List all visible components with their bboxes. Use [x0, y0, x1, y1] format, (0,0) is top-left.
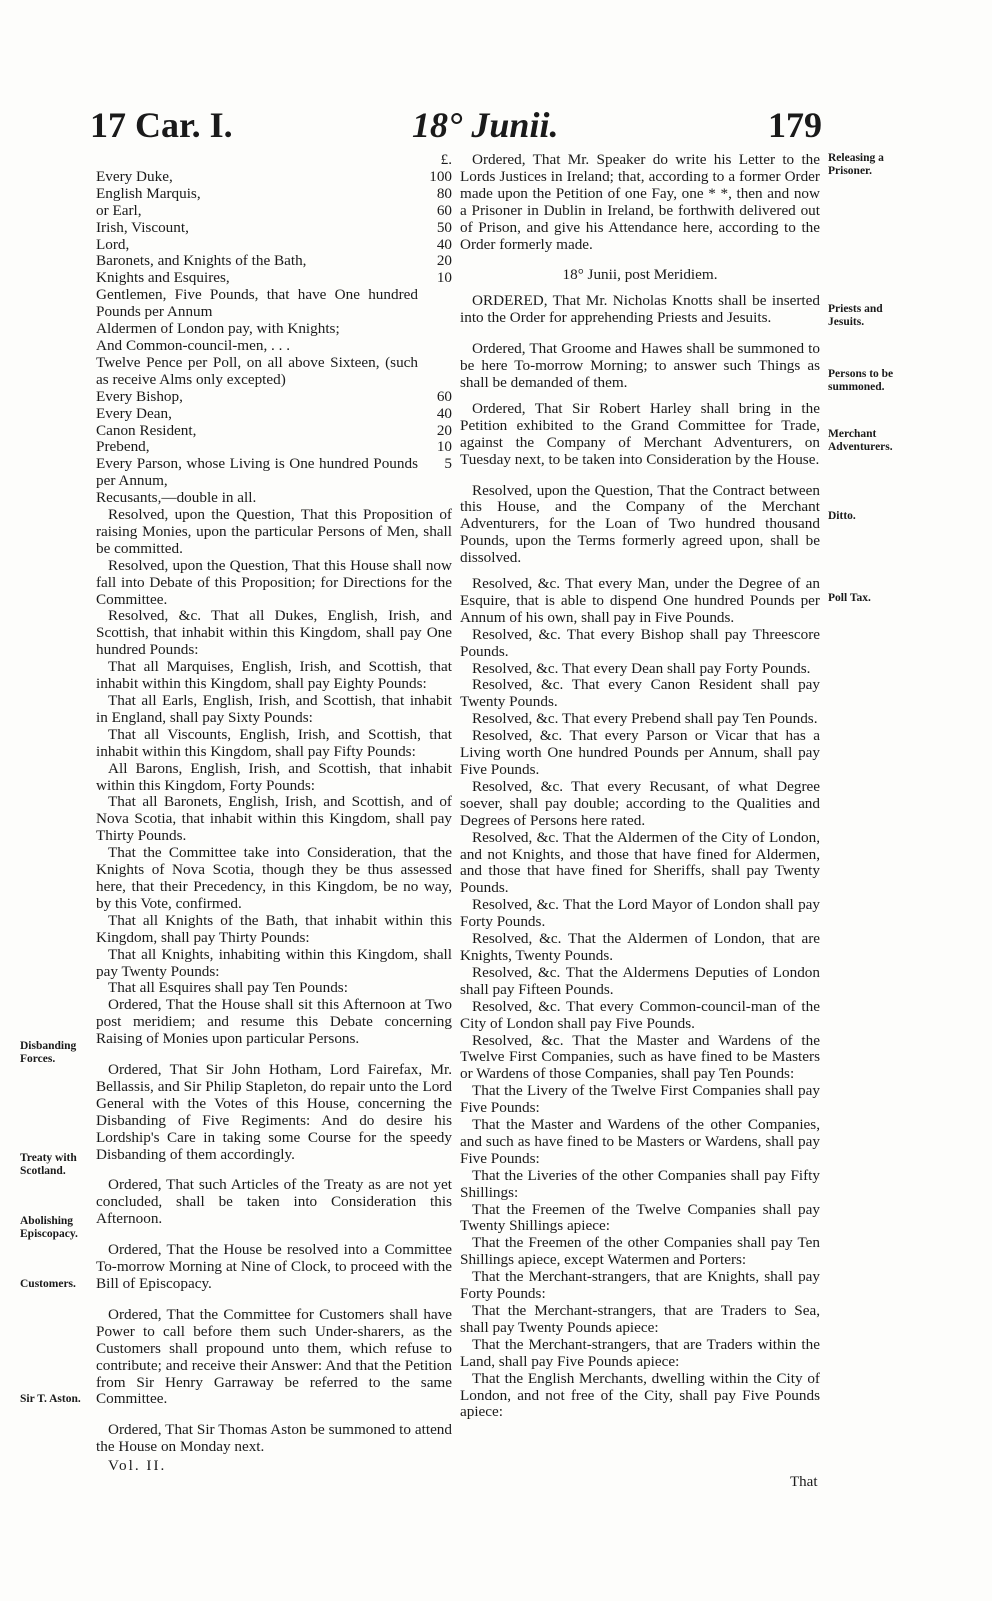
margin-aston: Sir T. Aston. — [20, 1393, 81, 1405]
margin-releasing: Releasing a Prisoner. — [828, 152, 884, 177]
customers-paragraph: Ordered, That the Committee for Customers shall have Power to call before them such Under-sharers, as the Customers shall propound unto them, which refuse to contribute; and receive their Answer: And that the Petition from Sir Henry Garraway be referred to the same Committee. — [96, 1305, 452, 1408]
afternoon-subhead: 18° Junii, post Meridiem. — [562, 266, 718, 284]
rate-label: English Marquis, — [96, 184, 201, 202]
poll-paragraph: That the Freemen of the other Companies shall pay Ten Shillings apiece, except Watermen and Porters: — [460, 1234, 820, 1269]
poll-paragraph: That the Livery of the Twelve First Companies shall pay Five Pounds: — [460, 1082, 820, 1117]
poll-paragraph: Resolved, &c. That every Canon Resident shall pay Twenty Pounds. — [460, 676, 820, 711]
rate-row — [96, 186, 452, 203]
poll-tax-list — [460, 576, 820, 1421]
resolution-paragraph: That all Baronets, English, Irish, and Scottish, and of Nova Scotia, that inhabit within this Kingdom, shall pay Thirty Pounds. — [96, 793, 452, 845]
rate-amount: 100 — [429, 167, 452, 185]
poll-paragraph: Resolved, &c. That the Lord Mayor of London shall pay Forty Pounds. — [460, 896, 820, 931]
priests-paragraph: ORDERED, That Mr. Nicholas Knotts shall be inserted into the Order for apprehending Priests and Jesuits. — [460, 292, 820, 327]
resolution-paragraph: Resolved, upon the Question, That this House shall now fall into Debate of this Proposition; for Directions for the Committee. — [96, 556, 452, 608]
merchant-paragraph: Ordered, That Sir Robert Harley shall bring in the Petition exhibited to the Grand Committee for Trade, against the Company of Merchant Adventurers, on Tuesday next, to be taken into Consideration by the House. — [460, 399, 820, 468]
rate-label: Aldermen of London pay, with Knights; — [96, 320, 340, 338]
aston-paragraph: Ordered, That Sir Thomas Aston be summoned to attend the House on Monday next. — [96, 1421, 452, 1456]
catchword: That — [790, 1474, 818, 1490]
currency-header: £. — [440, 151, 452, 168]
poll-paragraph: That the Liveries of the other Companies shall pay Fifty Shillings: — [460, 1166, 820, 1201]
rate-label: Knights and Esquires, — [96, 269, 230, 287]
contract-paragraph: Resolved, upon the Question, That the Contract between this House, and the Company of the Merchant Adventurers, for the Loan of Two hundred thousand Pounds, upon the Terms formerly agreed upon, shall be dissolved. — [460, 481, 820, 567]
margin-persons: Persons to be summoned. — [828, 368, 894, 393]
releasing-paragraph: Ordered, That Mr. Speaker do write his Letter to the Lords Justices in Ireland; that, according to a former Order made upon the Petition of one Fay, one * *, then and now a Prisoner in Dublin in Ireland, be forthwith delivered out of Prison, and give his Attendance here, according to the Order formerly made. — [460, 151, 820, 253]
resolution-paragraph: That all Knights of the Bath, that inhabit within this Kingdom, shall pay Thirty Pounds: — [96, 911, 452, 946]
poll-paragraph: Resolved, &c. That every Common-council-man of the City of London shall pay Five Pounds. — [460, 997, 820, 1032]
poll-paragraph: Resolved, &c. That the Aldermen of the City of London, and not Knights, and those that have fined for Aldermen, and those that have fined for Sheriffs, shall pay Twenty Pounds. — [460, 828, 820, 897]
poll-paragraph: That the Merchant-strangers, that are Traders within the Land, shall pay Five Pounds apiece: — [460, 1335, 820, 1370]
rate-label: Every Bishop, — [96, 387, 183, 405]
rate-amount — [418, 338, 452, 355]
left-paragraphs — [96, 507, 452, 1048]
rate-amount: 40 — [436, 404, 452, 422]
rate-row — [96, 406, 452, 423]
margin-customers: Customers. — [20, 1278, 76, 1290]
rate-label: Irish, Viscount, — [96, 218, 189, 236]
treaty-paragraph: Ordered, That such Articles of the Treaty as are not yet concluded, shall be taken into Consideration this Afternoon. — [96, 1176, 452, 1228]
resolution-paragraph: That all Earls, English, Irish, and Scottish, that inhabit in England, shall pay Sixty Pounds: — [96, 692, 452, 726]
rate-label: Every Dean, — [96, 404, 172, 422]
rate-label: Prebend, — [96, 438, 150, 456]
resolution-paragraph: That all Knights, inhabiting within this Kingdom, shall pay Twenty Pounds: — [96, 945, 452, 980]
poll-paragraph: Resolved, &c. That every Recusant, of what Degree soever, shall pay double; according to the Qualities and Degrees of Persons here rated. — [460, 777, 820, 829]
rate-label: Lord, — [96, 235, 130, 253]
rate-row — [96, 389, 452, 406]
poll-paragraph: Resolved, &c. That every Parson or Vicar that has a Living worth One hundred Pounds per Annum, shall pay Five Pounds. — [460, 727, 820, 778]
margin-episcopacy: Abolishing Episcopacy. — [20, 1215, 78, 1240]
rate-label: Every Duke, — [96, 167, 173, 185]
poll-paragraph: That the Merchant-strangers, that are Knights, shall pay Forty Pounds: — [460, 1268, 820, 1303]
rate-row — [96, 423, 452, 440]
margin-disbanding: Disbanding Forces. — [20, 1040, 77, 1065]
persons-paragraph: Ordered, That Groome and Hawes shall be summoned to be here To-morrow Morning; to answer such Things as shall be demanded of them. — [460, 340, 820, 391]
rate-row — [96, 456, 452, 490]
rate-label: Canon Resident, — [96, 421, 197, 439]
poll-paragraph: Resolved, &c. That every Bishop shall pay Threescore Pounds. — [460, 625, 820, 660]
rate-row — [96, 237, 452, 254]
left-column — [96, 152, 452, 1475]
rate-label: or Earl, — [96, 201, 142, 219]
rate-row — [96, 439, 452, 456]
rate-amount: 10 — [436, 269, 452, 287]
rate-amount — [418, 321, 452, 338]
margin-poll: Poll Tax. — [828, 592, 871, 604]
rate-row — [96, 253, 452, 270]
rate-amount: 40 — [436, 235, 452, 253]
margin-priests: Priests and Jesuits. — [828, 303, 883, 328]
poll-paragraph: That the Master and Wardens of the other Companies, and such as have fined to be Masters or Wardens, shall pay Five Pounds: — [460, 1116, 820, 1167]
rate-amount: 5 — [444, 455, 452, 473]
rate-row — [96, 287, 452, 321]
rates-table — [96, 169, 452, 507]
rate-label: Baronets, and Knights of the Bath, — [96, 252, 307, 270]
resolution-paragraph: That the Committee take into Consideration, that the Knights of Nova Scotia, though they be thus assessed here, that their Precedency, in this Kingdom, be no way, by this Vote, confirmed. — [96, 844, 452, 912]
resolution-paragraph: That all Viscounts, English, Irish, and Scottish, that inhabit within this Kingdom, shall pay Fifty Pounds: — [96, 725, 452, 760]
margin-ditto: Ditto. — [828, 510, 856, 522]
rate-label: Recusants,—double in all. — [96, 489, 257, 507]
header-center: 18° Junii. — [412, 105, 559, 145]
rate-row — [96, 169, 452, 186]
rate-row — [96, 338, 452, 355]
resolution-paragraph: Resolved, &c. That all Dukes, English, Irish, and Scottish, that inhabit within this Kingdom, shall pay One hundred Pounds: — [96, 607, 452, 659]
volume-label: Vol. II. — [108, 1457, 167, 1475]
rate-amount: 80 — [436, 184, 452, 202]
margin-treaty: Treaty with Scotland. — [20, 1152, 77, 1177]
rate-amount: 50 — [436, 218, 452, 236]
margin-merchant: Merchant Adventurers. — [828, 428, 893, 453]
resolution-paragraph: Resolved, upon the Question, That this Proposition of raising Monies, upon the particular Persons of Men, shall be committed. — [96, 506, 452, 557]
episcopacy-paragraph: Ordered, That the House be resolved into a Committee To-morrow Morning at Nine of Clock, to proceed with the Bill of Episcopacy. — [96, 1241, 452, 1292]
header-left: 17 Car. I. — [90, 105, 233, 145]
poll-paragraph: That the Freemen of the Twelve Companies shall pay Twenty Shillings apiece: — [460, 1200, 820, 1235]
rate-amount: 60 — [436, 201, 452, 219]
rate-label: Every Parson, whose Living is One hundred Pounds per Annum, — [96, 455, 418, 490]
page-number: 179 — [768, 105, 822, 145]
rate-amount: 60 — [436, 387, 452, 405]
poll-paragraph: Resolved, &c. That the Master and Wardens of the Twelve First Companies, such as have fined to be Masters or Wardens of those Companies, shall pay Ten Pounds: — [460, 1031, 820, 1083]
poll-paragraph: Resolved, &c. That every Man, under the Degree of an Esquire, that is able to dispend One hundred Pounds per Annum of his own, shall pay in Five Pounds. — [460, 575, 820, 626]
disbanding-paragraph: Ordered, That Sir John Hotham, Lord Fairefax, Mr. Bellassis, and Sir Philip Stapleton, do repair unto the Lord General with the Votes of this House, concerning the Disbanding of Five Regiments: And do desire his Lordship's Care in taking some Course for the speedy Disbanding of them accordingly. — [96, 1061, 452, 1163]
rate-row — [96, 270, 452, 287]
rate-row — [96, 355, 452, 389]
rate-amount: 20 — [436, 252, 452, 270]
rate-row — [96, 220, 452, 237]
rate-amount — [418, 490, 452, 507]
rate-amount: 20 — [436, 421, 452, 439]
poll-paragraph: Resolved, &c. That the Aldermens Deputies of London shall pay Fifteen Pounds. — [460, 963, 820, 998]
poll-paragraph: That the Merchant-strangers, that are Traders to Sea, shall pay Twenty Pounds apiece: — [460, 1302, 820, 1336]
rate-row — [96, 490, 452, 507]
right-column — [460, 152, 820, 1421]
resolution-paragraph: That all Esquires shall pay Ten Pounds: — [108, 979, 348, 997]
rate-amount: 10 — [436, 438, 452, 456]
poll-paragraph: Resolved, &c. That every Dean shall pay Forty Pounds. — [472, 659, 811, 677]
rate-label: Gentlemen, Five Pounds, that have One hundred Pounds per Annum — [96, 286, 418, 321]
resolution-paragraph: That all Marquises, English, Irish, and Scottish, that inhabit within this Kingdom, shall pay Eighty Pounds: — [96, 658, 452, 693]
poll-paragraph: Resolved, &c. That every Prebend shall pay Ten Pounds. — [472, 710, 818, 728]
resolution-paragraph: Ordered, That the House shall sit this Afternoon at Two post meridiem; and resume this Debate concerning Raising of Monies upon particular Persons. — [96, 996, 452, 1048]
poll-paragraph: That the English Merchants, dwelling within the City of London, and not free of the City, shall pay Five Pounds apiece: — [460, 1369, 820, 1421]
rate-amount — [418, 355, 452, 389]
rate-amount — [418, 287, 452, 321]
rate-label: Twelve Pence per Poll, on all above Sixteen, (such as receive Alms only excepted) — [96, 353, 418, 388]
poll-paragraph: Resolved, &c. That the Aldermen of London, that are Knights, Twenty Pounds. — [460, 930, 820, 964]
rate-row — [96, 321, 452, 338]
rate-label: And Common-council-men, . . . — [96, 336, 291, 354]
resolution-paragraph: All Barons, English, Irish, and Scottish, that inhabit within this Kingdom, Forty Pounds: — [96, 759, 452, 794]
rate-row — [96, 203, 452, 220]
